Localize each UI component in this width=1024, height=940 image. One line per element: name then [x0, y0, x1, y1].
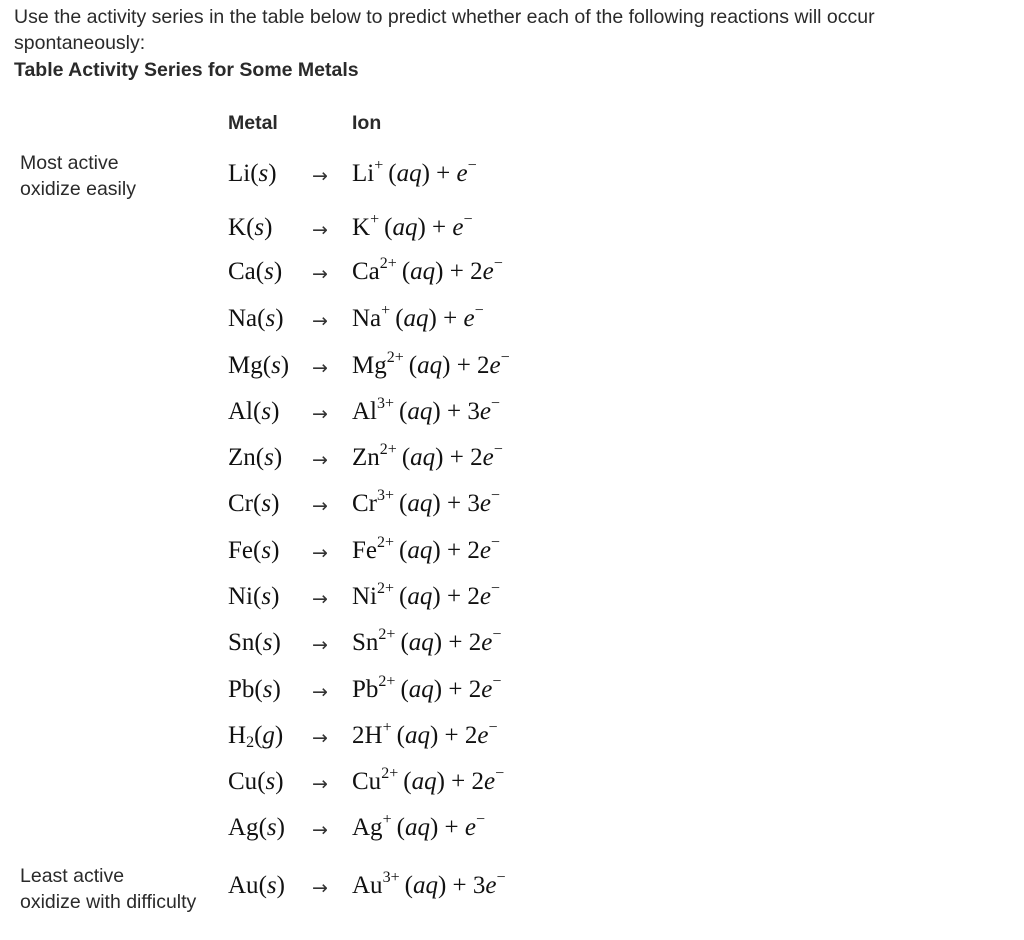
metal-state: s	[254, 214, 265, 241]
close-paren: )	[276, 872, 285, 899]
table-row	[0, 719, 1024, 768]
plus-sign: +	[429, 160, 457, 187]
table-row	[0, 255, 1024, 304]
metal-symbol: Pb	[228, 676, 255, 703]
ion-half-product	[352, 534, 500, 565]
ion-symbol: Fe	[352, 537, 377, 564]
table-row	[0, 673, 1024, 722]
ion-state: aq	[410, 444, 436, 471]
table-row	[0, 349, 1024, 398]
reaction-arrow-icon: →	[312, 403, 328, 425]
ion-symbol: Cr	[352, 490, 377, 517]
plus-sign: +	[438, 722, 465, 749]
close-paren: )	[432, 537, 441, 564]
electron-charge: −	[490, 534, 500, 551]
column-header-metal: Metal	[228, 112, 278, 134]
table-row	[0, 765, 1024, 814]
close-paren: )	[276, 814, 285, 841]
open-paren: (	[255, 444, 265, 471]
table-row	[0, 534, 1024, 583]
ion-half-product	[352, 765, 505, 796]
close-paren: )	[442, 352, 451, 379]
open-paren: (	[399, 872, 413, 899]
metal-symbol: Zn	[228, 444, 256, 471]
metal-symbol: Ca	[228, 258, 256, 285]
intro-text: Use the activity series in the table below to predict whether each of the following reactions will occur spontaneously:	[14, 6, 875, 54]
electron-symbol: e	[484, 768, 496, 795]
reaction-arrow-icon: →	[312, 449, 328, 471]
plus-sign: +	[444, 768, 472, 795]
open-paren: (	[396, 444, 411, 471]
plus-sign: +	[450, 352, 478, 379]
close-paren: )	[432, 583, 441, 610]
metal-state: s	[265, 768, 276, 795]
metal-symbol: Na	[228, 305, 258, 332]
ion-state: aq	[407, 537, 433, 564]
electron-coefficient: 2	[468, 629, 482, 656]
electron-charge: −	[490, 487, 500, 504]
table-row	[0, 441, 1024, 490]
open-paren: (	[257, 305, 266, 332]
reaction-arrow-icon: →	[312, 634, 328, 656]
metal-half-reactant	[228, 398, 279, 426]
ion-charge: 2+	[377, 580, 395, 597]
open-paren: (	[246, 214, 255, 241]
plus-sign: +	[436, 305, 464, 332]
table-row	[0, 487, 1024, 536]
ion-half-product	[352, 441, 503, 472]
open-paren: (	[379, 214, 393, 241]
ion-charge: 2+	[386, 349, 404, 366]
electron-symbol: e	[479, 490, 491, 517]
metal-subscript: 2	[246, 734, 255, 751]
open-paren: (	[253, 490, 262, 517]
open-paren: (	[391, 722, 405, 749]
electron-symbol: e	[464, 814, 476, 841]
plus-sign: +	[440, 398, 468, 425]
metal-state: s	[266, 814, 277, 841]
ion-charge: +	[382, 811, 392, 828]
open-paren: (	[391, 814, 405, 841]
open-paren: (	[390, 305, 404, 332]
open-paren: (	[394, 583, 408, 610]
electron-charge: −	[492, 626, 502, 643]
ion-symbol: Mg	[352, 352, 387, 379]
ion-charge: 2+	[379, 255, 397, 272]
ion-state: aq	[408, 676, 434, 703]
table-title: Table Activity Series for Some Metals	[14, 59, 359, 81]
electron-symbol: e	[463, 305, 475, 332]
close-paren: )	[429, 814, 439, 841]
electron-symbol: e	[456, 160, 468, 187]
ion-state: aq	[403, 305, 429, 332]
oxidize-easily-label: oxidize easily	[20, 178, 136, 200]
electron-coefficient: 2	[477, 352, 490, 379]
close-paren: )	[436, 768, 445, 795]
ion-symbol: K	[352, 214, 371, 241]
plus-sign: +	[443, 258, 471, 285]
electron-charge: −	[495, 765, 505, 782]
close-paren: )	[280, 352, 290, 379]
close-paren: )	[268, 160, 277, 187]
electron-coefficient: 2	[470, 258, 483, 285]
close-paren: )	[275, 305, 284, 332]
close-paren: )	[433, 629, 443, 656]
plus-sign: +	[443, 444, 471, 471]
metal-symbol: Ag	[228, 814, 259, 841]
metal-state: s	[262, 629, 273, 656]
metal-state: s	[271, 352, 281, 379]
reaction-arrow-icon: →	[312, 773, 328, 795]
ion-half-product	[352, 626, 502, 657]
metal-state: s	[258, 160, 269, 187]
close-paren: )	[275, 768, 284, 795]
metal-symbol: Mg	[228, 352, 263, 379]
least-active-label: Least active	[20, 865, 125, 887]
ion-charge: 2+	[379, 441, 397, 458]
metal-symbol: H	[228, 722, 247, 749]
electron-charge: −	[474, 302, 484, 319]
metal-state: s	[262, 676, 273, 703]
close-paren: )	[433, 676, 443, 703]
open-paren: (	[253, 583, 262, 610]
close-paren: )	[271, 583, 280, 610]
open-paren: (	[253, 537, 262, 564]
open-paren: (	[254, 722, 263, 749]
metal-symbol: Fe	[228, 537, 253, 564]
metal-symbol: Li	[228, 160, 251, 187]
metal-state: s	[266, 872, 277, 899]
electron-symbol: e	[489, 352, 501, 379]
electron-symbol: e	[485, 872, 497, 899]
oxidize-with-difficulty-label: oxidize with difficulty	[20, 891, 197, 913]
close-paren: )	[271, 490, 280, 517]
open-paren: (	[394, 537, 408, 564]
plus-sign: +	[440, 490, 468, 517]
close-paren: )	[273, 258, 283, 285]
open-paren: (	[254, 629, 263, 656]
metal-half-reactant	[228, 490, 279, 518]
reaction-arrow-icon: →	[312, 588, 328, 610]
table-row	[0, 395, 1024, 444]
reaction-arrow-icon: →	[312, 219, 328, 241]
ion-state: aq	[396, 160, 422, 187]
electron-coefficient: 3	[467, 398, 480, 425]
electron-coefficient: 2	[467, 537, 480, 564]
electron-charge: −	[493, 255, 503, 272]
reaction-arrow-icon: →	[312, 542, 328, 564]
ion-symbol: Cu	[352, 768, 382, 795]
ion-state: aq	[408, 629, 434, 656]
metal-symbol: Ni	[228, 583, 253, 610]
ion-symbol: Sn	[352, 629, 379, 656]
ion-charge: +	[370, 211, 380, 228]
open-paren: (	[394, 490, 408, 517]
metal-symbol: K	[228, 214, 247, 241]
close-paren: )	[435, 444, 444, 471]
open-paren: (	[395, 676, 409, 703]
reaction-arrow-icon: →	[312, 165, 328, 187]
metal-symbol: Au	[228, 872, 259, 899]
ion-half-product	[352, 302, 484, 333]
metal-symbol: Cu	[228, 768, 258, 795]
ion-charge: +	[374, 157, 384, 174]
electron-symbol: e	[481, 629, 493, 656]
plus-sign: +	[425, 214, 453, 241]
open-paren: (	[257, 768, 266, 795]
plus-sign: +	[438, 814, 465, 841]
ion-half-product	[352, 349, 510, 380]
ion-charge: 3+	[377, 487, 395, 504]
ion-half-product	[352, 487, 500, 518]
reaction-arrow-icon: →	[312, 681, 328, 703]
reaction-arrow-icon: →	[312, 357, 328, 379]
electron-charge: −	[493, 441, 503, 458]
metal-half-reactant	[228, 444, 282, 472]
electron-coefficient: 2	[467, 583, 480, 610]
ion-charge: 2+	[381, 765, 399, 782]
ion-half-product	[352, 673, 502, 704]
reaction-arrow-icon: →	[312, 727, 328, 749]
electron-charge: −	[496, 869, 506, 886]
open-paren: (	[258, 872, 267, 899]
ion-state: aq	[410, 258, 436, 285]
electron-symbol: e	[452, 214, 464, 241]
electron-symbol: e	[481, 676, 493, 703]
ion-coefficient: 2	[352, 722, 365, 749]
close-paren: )	[274, 722, 284, 749]
close-paren: )	[432, 490, 441, 517]
metal-symbol: Al	[228, 398, 253, 425]
ion-charge: 3+	[377, 395, 395, 412]
ion-state: aq	[407, 398, 433, 425]
column-header-ion: Ion	[352, 112, 382, 134]
metal-half-reactant	[228, 722, 283, 750]
ion-state: aq	[404, 722, 430, 749]
electron-symbol: e	[479, 583, 491, 610]
open-paren: (	[250, 160, 259, 187]
metal-state: s	[261, 398, 272, 425]
metal-symbol: Sn	[228, 629, 255, 656]
ion-half-product	[352, 255, 503, 286]
metal-state: g	[262, 722, 275, 749]
electron-charge: −	[467, 157, 477, 174]
table-row	[0, 302, 1024, 351]
ion-state: aq	[404, 814, 430, 841]
ion-symbol: Ag	[352, 814, 383, 841]
close-paren: )	[271, 537, 280, 564]
ion-symbol: Na	[352, 305, 382, 332]
metal-half-reactant	[228, 352, 289, 380]
open-paren: (	[255, 258, 265, 285]
electron-coefficient: 3	[467, 490, 480, 517]
reaction-arrow-icon: →	[312, 263, 328, 285]
close-paren: )	[437, 872, 447, 899]
open-paren: (	[258, 814, 267, 841]
electron-symbol: e	[477, 722, 489, 749]
open-paren: (	[403, 352, 418, 379]
open-paren: (	[262, 352, 272, 379]
ion-state: aq	[392, 214, 418, 241]
metal-half-reactant	[228, 629, 281, 657]
metal-half-reactant	[228, 258, 282, 286]
table-row	[0, 580, 1024, 629]
ion-symbol: Pb	[352, 676, 379, 703]
metal-symbol: Cr	[228, 490, 253, 517]
close-paren: )	[272, 676, 281, 703]
close-paren: )	[273, 444, 283, 471]
ion-symbol: H	[364, 722, 383, 749]
close-paren: )	[271, 398, 280, 425]
ion-symbol: Al	[352, 398, 377, 425]
plus-sign: +	[442, 676, 469, 703]
metal-half-reactant	[228, 214, 272, 242]
ion-charge: 3+	[382, 869, 400, 886]
metal-state: s	[261, 490, 272, 517]
ion-half-product	[352, 395, 500, 426]
metal-half-reactant	[228, 583, 279, 611]
open-paren: (	[395, 629, 409, 656]
close-paren: )	[417, 214, 426, 241]
ion-symbol: Li	[352, 160, 375, 187]
ion-state: aq	[407, 490, 433, 517]
close-paren: )	[421, 160, 430, 187]
metal-half-reactant	[228, 814, 285, 842]
ion-state: aq	[412, 872, 438, 899]
ion-symbol: Ca	[352, 258, 380, 285]
ion-charge: 2+	[378, 673, 396, 690]
electron-charge: −	[463, 211, 473, 228]
most-active-label: Most active	[20, 152, 119, 174]
open-paren: (	[394, 398, 408, 425]
reaction-arrow-icon: →	[312, 877, 328, 899]
ion-charge: 2+	[378, 626, 396, 643]
metal-half-reactant	[228, 768, 284, 796]
close-paren: )	[432, 398, 441, 425]
ion-state: aq	[417, 352, 443, 379]
ion-half-product	[352, 157, 477, 188]
ion-symbol: Zn	[352, 444, 380, 471]
electron-charge: −	[488, 719, 498, 736]
electron-charge: −	[475, 811, 486, 828]
electron-coefficient: 2	[468, 676, 482, 703]
ion-state: aq	[407, 583, 433, 610]
open-paren: (	[383, 160, 397, 187]
open-paren: (	[254, 676, 263, 703]
metal-half-reactant	[228, 872, 285, 900]
metal-half-reactant	[228, 305, 284, 333]
close-paren: )	[435, 258, 444, 285]
metal-half-reactant	[228, 676, 281, 704]
plus-sign: +	[442, 629, 469, 656]
reaction-arrow-icon: →	[312, 310, 328, 332]
metal-state: s	[264, 444, 274, 471]
ion-symbol: Au	[352, 872, 383, 899]
ion-charge: 2+	[377, 534, 395, 551]
electron-coefficient: 2	[470, 444, 483, 471]
open-paren: (	[398, 768, 412, 795]
metal-state: s	[265, 305, 276, 332]
close-paren: )	[429, 722, 439, 749]
plus-sign: +	[440, 583, 468, 610]
electron-charge: −	[490, 395, 500, 412]
metal-half-reactant	[228, 160, 277, 188]
electron-symbol: e	[482, 444, 494, 471]
ion-half-product	[352, 580, 500, 611]
reaction-arrow-icon: →	[312, 819, 328, 841]
open-paren: (	[253, 398, 262, 425]
metal-state: s	[264, 258, 274, 285]
electron-symbol: e	[479, 537, 491, 564]
ion-charge: +	[382, 719, 392, 736]
electron-charge: −	[500, 349, 510, 366]
reaction-arrow-icon: →	[312, 495, 328, 517]
ion-symbol: Ni	[352, 583, 377, 610]
metal-state: s	[261, 583, 272, 610]
electron-symbol: e	[479, 398, 491, 425]
electron-coefficient: 3	[472, 872, 486, 899]
ion-half-product	[352, 811, 486, 842]
electron-symbol: e	[482, 258, 494, 285]
ion-half-product	[352, 869, 506, 900]
plus-sign: +	[446, 872, 473, 899]
close-paren: )	[272, 629, 281, 656]
table-row	[0, 626, 1024, 675]
open-paren: (	[396, 258, 411, 285]
ion-charge: +	[381, 302, 391, 319]
metal-state: s	[261, 537, 272, 564]
plus-sign: +	[440, 537, 468, 564]
electron-coefficient: 2	[464, 722, 478, 749]
table-row	[0, 157, 1024, 206]
metal-half-reactant	[228, 537, 279, 565]
electron-charge: −	[492, 673, 502, 690]
close-paren: )	[264, 214, 273, 241]
table-row	[0, 211, 1024, 260]
electron-coefficient: 2	[471, 768, 484, 795]
ion-state: aq	[411, 768, 437, 795]
table-row	[0, 811, 1024, 860]
ion-half-product	[352, 719, 498, 750]
close-paren: )	[428, 305, 437, 332]
electron-charge: −	[490, 580, 500, 597]
ion-half-product	[352, 211, 473, 242]
table-row	[0, 869, 1024, 918]
